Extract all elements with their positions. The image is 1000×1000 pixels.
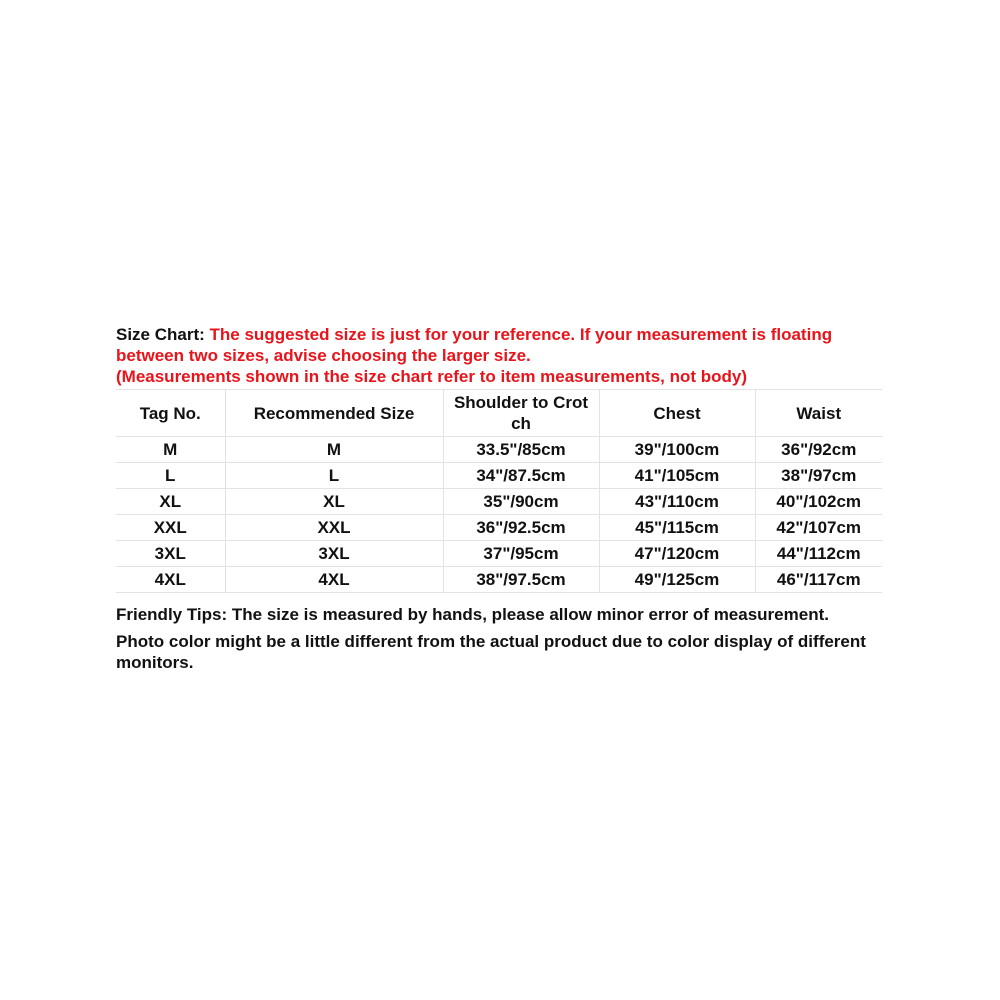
cell-waist: 46"/117cm: [755, 567, 882, 593]
cell-recommended-size: XXL: [225, 515, 443, 541]
table-row: [116, 489, 882, 515]
table-row: [116, 541, 882, 567]
cell-shoulder-to-crotch: 33.5"/85cm: [443, 437, 599, 463]
cell-recommended-size: M: [225, 437, 443, 463]
cell-recommended-size: XL: [225, 489, 443, 515]
size-advice-note: The suggested size is just for your reference. If your measurement is floating between two sizes, advise choosing the larger size.: [116, 325, 833, 365]
cell-tag-no: 3XL: [116, 541, 225, 567]
cell-shoulder-to-crotch: 37"/95cm: [443, 541, 599, 567]
cell-chest: 45"/115cm: [599, 515, 755, 541]
tips-color-note: Photo color might be a little different from the actual product due to color display of different monitors.: [116, 632, 866, 672]
cell-tag-no: XL: [116, 489, 225, 515]
cell-chest: 43"/110cm: [599, 489, 755, 515]
cell-tag-no: XXL: [116, 515, 225, 541]
table-header-row: [116, 390, 882, 437]
header-chest: Chest: [599, 390, 755, 437]
cell-shoulder-to-crotch: 38"/97.5cm: [443, 567, 599, 593]
header-shoulder-to-crotch: Shoulder to Crotch: [443, 390, 599, 437]
table-row: [116, 515, 882, 541]
cell-waist: 40"/102cm: [755, 489, 882, 515]
cell-chest: 49"/125cm: [599, 567, 755, 593]
cell-chest: 41"/105cm: [599, 463, 755, 489]
header-waist: Waist: [755, 390, 882, 437]
size-table: [116, 389, 882, 593]
header-tag-no: Tag No.: [116, 390, 225, 437]
tips-measurement-note: Friendly Tips: The size is measured by hands, please allow minor error of measurement.: [116, 605, 829, 624]
cell-tag-no: M: [116, 437, 225, 463]
cell-waist: 36"/92cm: [755, 437, 882, 463]
measurement-note: (Measurements shown in the size chart refer to item measurements, not body): [116, 367, 748, 386]
table-row: [116, 463, 882, 489]
cell-recommended-size: 3XL: [225, 541, 443, 567]
cell-waist: 38"/97cm: [755, 463, 882, 489]
cell-shoulder-to-crotch: 34"/87.5cm: [443, 463, 599, 489]
cell-waist: 42"/107cm: [755, 515, 882, 541]
cell-shoulder-to-crotch: 35"/90cm: [443, 489, 599, 515]
cell-recommended-size: 4XL: [225, 567, 443, 593]
table-row: [116, 567, 882, 593]
size-chart-label: Size Chart:: [116, 325, 210, 344]
cell-tag-no: 4XL: [116, 567, 225, 593]
cell-shoulder-to-crotch: 36"/92.5cm: [443, 515, 599, 541]
cell-recommended-size: L: [225, 463, 443, 489]
cell-chest: 39"/100cm: [599, 437, 755, 463]
size-chart: [116, 324, 882, 679]
friendly-tips: [116, 604, 882, 673]
cell-chest: 47"/120cm: [599, 541, 755, 567]
cell-tag-no: L: [116, 463, 225, 489]
header-recommended-size: Recommended Size: [225, 390, 443, 437]
cell-waist: 44"/112cm: [755, 541, 882, 567]
size-chart-intro: [116, 324, 882, 387]
table-row: [116, 437, 882, 463]
